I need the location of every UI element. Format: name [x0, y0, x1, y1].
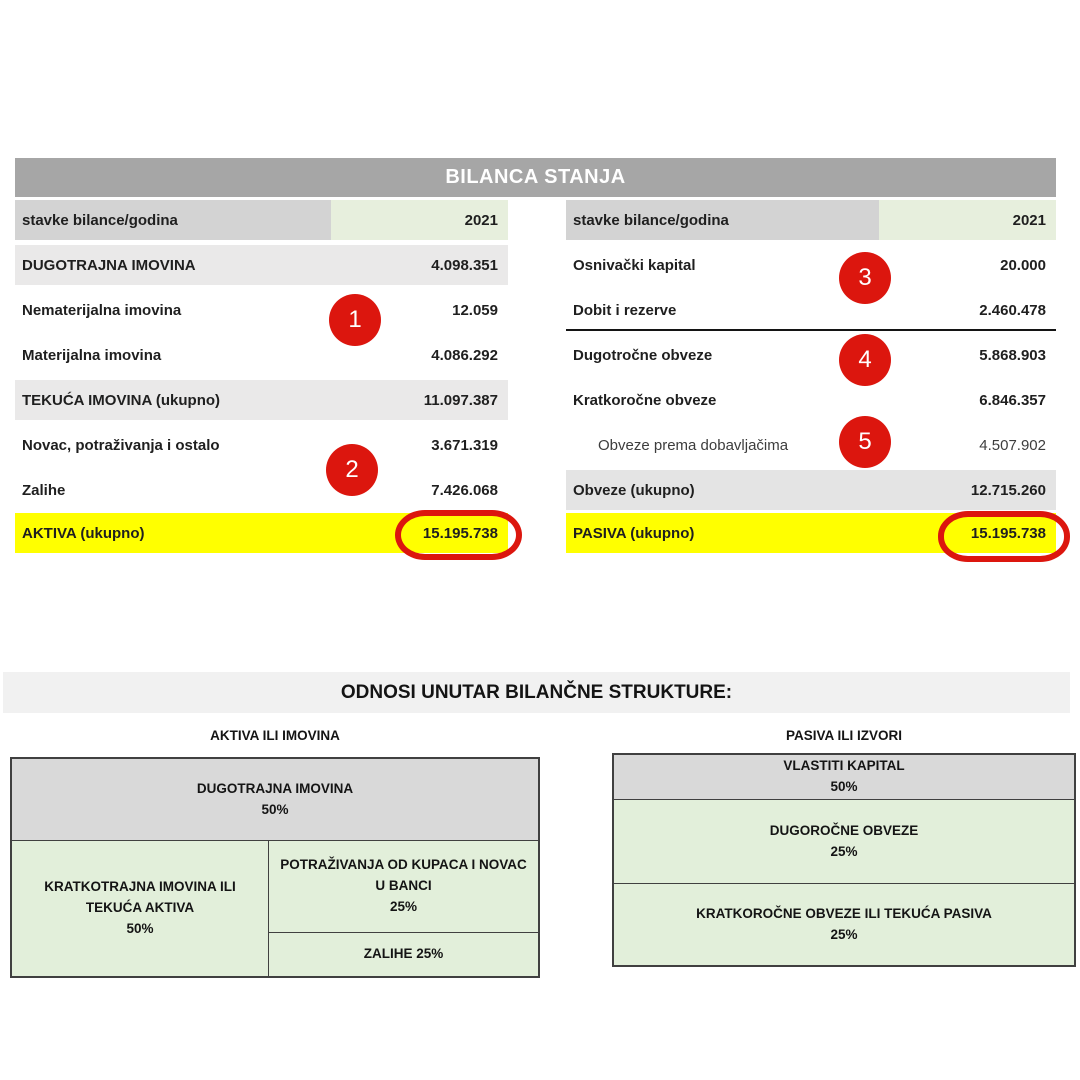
- row-value: 5.868.903: [979, 346, 1046, 364]
- header-year: 2021: [331, 200, 508, 240]
- row-value: 11.097.387: [331, 380, 508, 420]
- row-label: Nematerijalna imovina: [22, 301, 182, 319]
- annotation-marker-1: 1: [329, 294, 381, 346]
- structure-section-title: ODNOSI UNUTAR BILANČNE STRUKTURE:: [3, 672, 1070, 713]
- table-row: [15, 470, 508, 510]
- equity-liabilities-divider-line: [566, 329, 1056, 331]
- balance-sheet-title: BILANCA STANJA: [15, 158, 1056, 197]
- row-label: Dugotročne obveze: [573, 346, 713, 364]
- annotation-marker-3: 3: [839, 252, 891, 304]
- cell-dugotrajna-imovina: [12, 759, 538, 841]
- table-row: [566, 470, 1056, 510]
- cell-zalihe: [269, 933, 538, 976]
- cell-potrazivanja: [269, 841, 538, 933]
- row-value: 15.195.738: [331, 513, 508, 553]
- aktiva-structure-diagram: [10, 757, 540, 978]
- row-label: Novac, potraživanja i ostalo: [22, 436, 220, 454]
- aktiva-bottom-row: [12, 841, 538, 976]
- header-label: stavke bilance/godina: [15, 200, 331, 240]
- row-label: DUGOTRAJNA IMOVINA: [15, 245, 331, 285]
- table-row: [15, 245, 508, 285]
- cell-pct: 50%: [261, 801, 289, 817]
- annotation-marker-5: 5: [839, 416, 891, 468]
- row-value: 7.426.068: [431, 481, 498, 499]
- cell-text: DUGOROČNE OBVEZE: [769, 822, 919, 838]
- row-value: 3.671.319: [431, 436, 498, 454]
- pasiva-structure-diagram: [612, 753, 1076, 967]
- annotation-marker-4: 4: [839, 334, 891, 386]
- cell-text: DUGOTRAJNA IMOVINA: [196, 780, 354, 796]
- cell-dugorocne-obveze: [614, 800, 1074, 884]
- header-year: 2021: [879, 200, 1056, 240]
- row-label: Obveze prema dobavljačima: [598, 436, 789, 454]
- row-value: 12.059: [452, 301, 498, 319]
- table-row: [566, 335, 1056, 375]
- cell-vlastiti-kapital: [614, 755, 1074, 800]
- row-label: TEKUĆA IMOVINA (ukupno): [15, 380, 331, 420]
- table-row: [566, 290, 1056, 330]
- cell-pct: 25%: [830, 843, 858, 859]
- row-label: Dobit i rezerve: [573, 301, 677, 319]
- table-row: [15, 425, 508, 465]
- cell-text: ZALIHE 25%: [363, 946, 444, 962]
- table-row: [15, 290, 508, 330]
- row-value: 4.098.351: [331, 245, 508, 285]
- total-highlight-oval-left: [395, 510, 522, 560]
- cell-text: VLASTITI KAPITAL: [783, 758, 905, 774]
- row-label: Zalihe: [22, 481, 66, 499]
- table-header-row: [566, 200, 1056, 240]
- table-row: [15, 380, 508, 420]
- row-label: Materijalna imovina: [22, 346, 162, 364]
- row-label: AKTIVA (ukupno): [15, 513, 331, 553]
- table-row: [566, 245, 1056, 285]
- cell-text: KRATKOTRAJNA IMOVINA ILI TEKUĆA AKTIVA: [44, 879, 236, 916]
- header-label: stavke bilance/godina: [566, 200, 879, 240]
- table-subrow: [566, 425, 1056, 465]
- row-label: PASIVA (ukupno): [566, 513, 879, 553]
- table-row: [566, 380, 1056, 420]
- row-value: 15.195.738: [879, 513, 1056, 553]
- aktiva-bottom-right-column: [269, 841, 538, 976]
- table-row: [15, 335, 508, 375]
- total-highlight-oval-right: [938, 511, 1070, 562]
- annotation-marker-2: 2: [326, 444, 378, 496]
- row-value: 4.086.292: [431, 346, 498, 364]
- cell-kratkotrajna-imovina: [12, 841, 269, 976]
- row-value: 4.507.902: [979, 436, 1046, 454]
- row-value: 2.460.478: [979, 301, 1046, 319]
- row-label: Obveze (ukupno): [566, 470, 879, 510]
- cell-pct: 25%: [389, 898, 418, 914]
- aktiva-diagram-heading: AKTIVA ILI IMOVINA: [210, 728, 340, 743]
- cell-pct: 25%: [830, 926, 858, 942]
- row-value: 20.000: [1000, 256, 1046, 274]
- row-label: Osnivački kapital: [573, 256, 696, 274]
- cell-pct: 50%: [830, 779, 858, 794]
- cell-pct: 50%: [126, 920, 154, 936]
- row-label: Kratkoročne obveze: [573, 391, 717, 409]
- cell-kratkorocne-obveze: [614, 884, 1074, 965]
- cell-text: KRATKOROČNE OBVEZE ILI TEKUĆA PASIVA: [696, 905, 992, 921]
- row-value: 12.715.260: [879, 470, 1056, 510]
- row-value: 6.846.357: [979, 391, 1046, 409]
- pasiva-diagram-heading: PASIVA ILI IZVORI: [785, 728, 902, 743]
- cell-text: POTRAŽIVANJA OD KUPACA I NOVAC U BANCI: [280, 857, 527, 894]
- table-header-row: [15, 200, 508, 240]
